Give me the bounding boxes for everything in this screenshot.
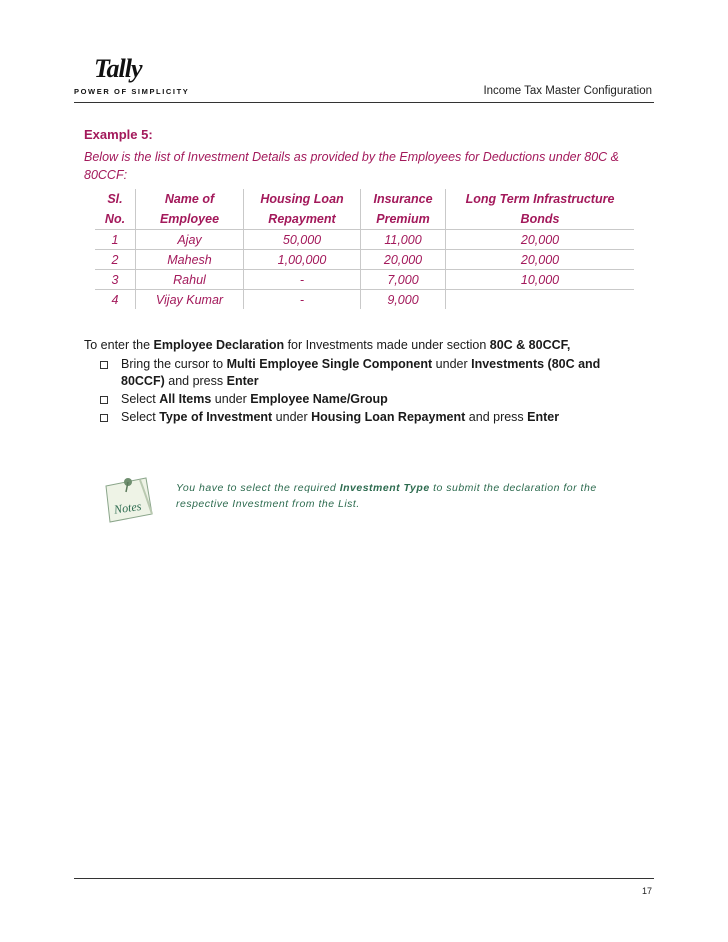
instructions-intro	[84, 338, 570, 352]
notes-icon	[100, 474, 158, 526]
table-row	[95, 230, 634, 250]
table-header-row	[95, 209, 634, 230]
logo-tagline: POWER OF SIMPLICITY	[74, 87, 190, 96]
header-divider	[74, 102, 654, 103]
header-cell: Premium	[361, 209, 446, 230]
notes-icon-label: Notes	[113, 498, 143, 517]
header-cell: Long Term Infrastructure	[446, 189, 635, 209]
square-bullet-icon	[100, 361, 108, 369]
note-text-part: You have to select the required	[176, 482, 340, 494]
example-description: Below is the list of Investment Details as provided by the Employees for Deductions under 80C & 80CCF:	[84, 150, 619, 182]
table-row	[95, 270, 634, 290]
step-bold: Housing Loan Repayment	[311, 410, 466, 424]
square-bullet-icon	[100, 414, 108, 422]
table-cell: 1	[95, 230, 136, 250]
table-cell: 4	[95, 290, 136, 310]
table-header-row	[95, 189, 634, 209]
step-bold: Type of Investment	[159, 410, 273, 424]
table-cell: -	[244, 270, 361, 290]
table-cell: 1,00,000	[244, 250, 361, 270]
table-cell: Ajay	[136, 230, 244, 250]
header-cell: Sl.	[95, 189, 136, 209]
header-cell: Name of	[136, 189, 244, 209]
page-number: 17	[641, 886, 652, 896]
square-bullet-icon	[100, 396, 108, 404]
table-cell: -	[244, 290, 361, 310]
intro-text: for Investments made under section	[284, 338, 490, 352]
step-text: under	[211, 392, 251, 406]
intro-bold: Employee Declaration	[153, 338, 285, 352]
note-bold: Investment Type	[339, 482, 430, 494]
instruction-steps	[100, 356, 640, 427]
step-bold: Enter	[527, 410, 560, 424]
table-cell: 20,000	[446, 250, 635, 270]
table-cell: 9,000	[361, 290, 446, 310]
table-cell: 20,000	[446, 230, 635, 250]
intro-text: To enter the	[84, 338, 154, 352]
table-cell: 50,000	[244, 230, 361, 250]
table-cell: 11,000	[361, 230, 446, 250]
example-title: Example 5:	[84, 127, 153, 142]
table-row	[95, 250, 634, 270]
table-cell: 3	[95, 270, 136, 290]
step-bold: Employee Name/Group	[250, 392, 388, 406]
step-text: and press	[164, 374, 227, 388]
table-cell: 20,000	[361, 250, 446, 270]
list-item	[100, 409, 640, 426]
page-header-title: Income Tax Master Configuration	[483, 85, 652, 97]
table-cell: Vijay Kumar	[136, 290, 244, 310]
investment-table	[95, 189, 634, 309]
table-row	[95, 290, 634, 310]
header-cell: Housing Loan	[244, 189, 361, 209]
step-text: Bring the cursor to	[121, 357, 227, 371]
header-cell: Employee	[136, 209, 244, 230]
table-cell: 2	[95, 250, 136, 270]
header-cell: Repayment	[244, 209, 361, 230]
tally-logo	[74, 56, 194, 100]
table-cell: 7,000	[361, 270, 446, 290]
logo-wordmark: Tally	[94, 54, 142, 83]
note-text	[176, 480, 626, 512]
table-cell: Mahesh	[136, 250, 244, 270]
footer-divider	[74, 878, 654, 879]
header-cell: Insurance	[361, 189, 446, 209]
header-cell: Bonds	[446, 209, 635, 230]
step-bold: Multi Employee Single Component	[226, 357, 433, 371]
table-cell: Rahul	[136, 270, 244, 290]
step-text: Select	[121, 410, 160, 424]
list-item	[100, 356, 640, 390]
table-cell: 10,000	[446, 270, 635, 290]
header-cell: No.	[95, 209, 136, 230]
step-text: and press	[465, 410, 528, 424]
step-text: under	[272, 410, 312, 424]
list-item	[100, 391, 640, 408]
step-bold: Investments (80C and 80CCF)	[121, 357, 601, 388]
table-cell	[446, 290, 635, 310]
step-text: under	[432, 357, 472, 371]
step-text: Select	[121, 392, 160, 406]
intro-bold: 80C & 80CCF,	[489, 338, 571, 352]
note-text-part: to submit the declaration for the respective Investment from the List.	[176, 482, 597, 510]
step-bold: Enter	[226, 374, 259, 388]
step-bold: All Items	[159, 392, 212, 406]
